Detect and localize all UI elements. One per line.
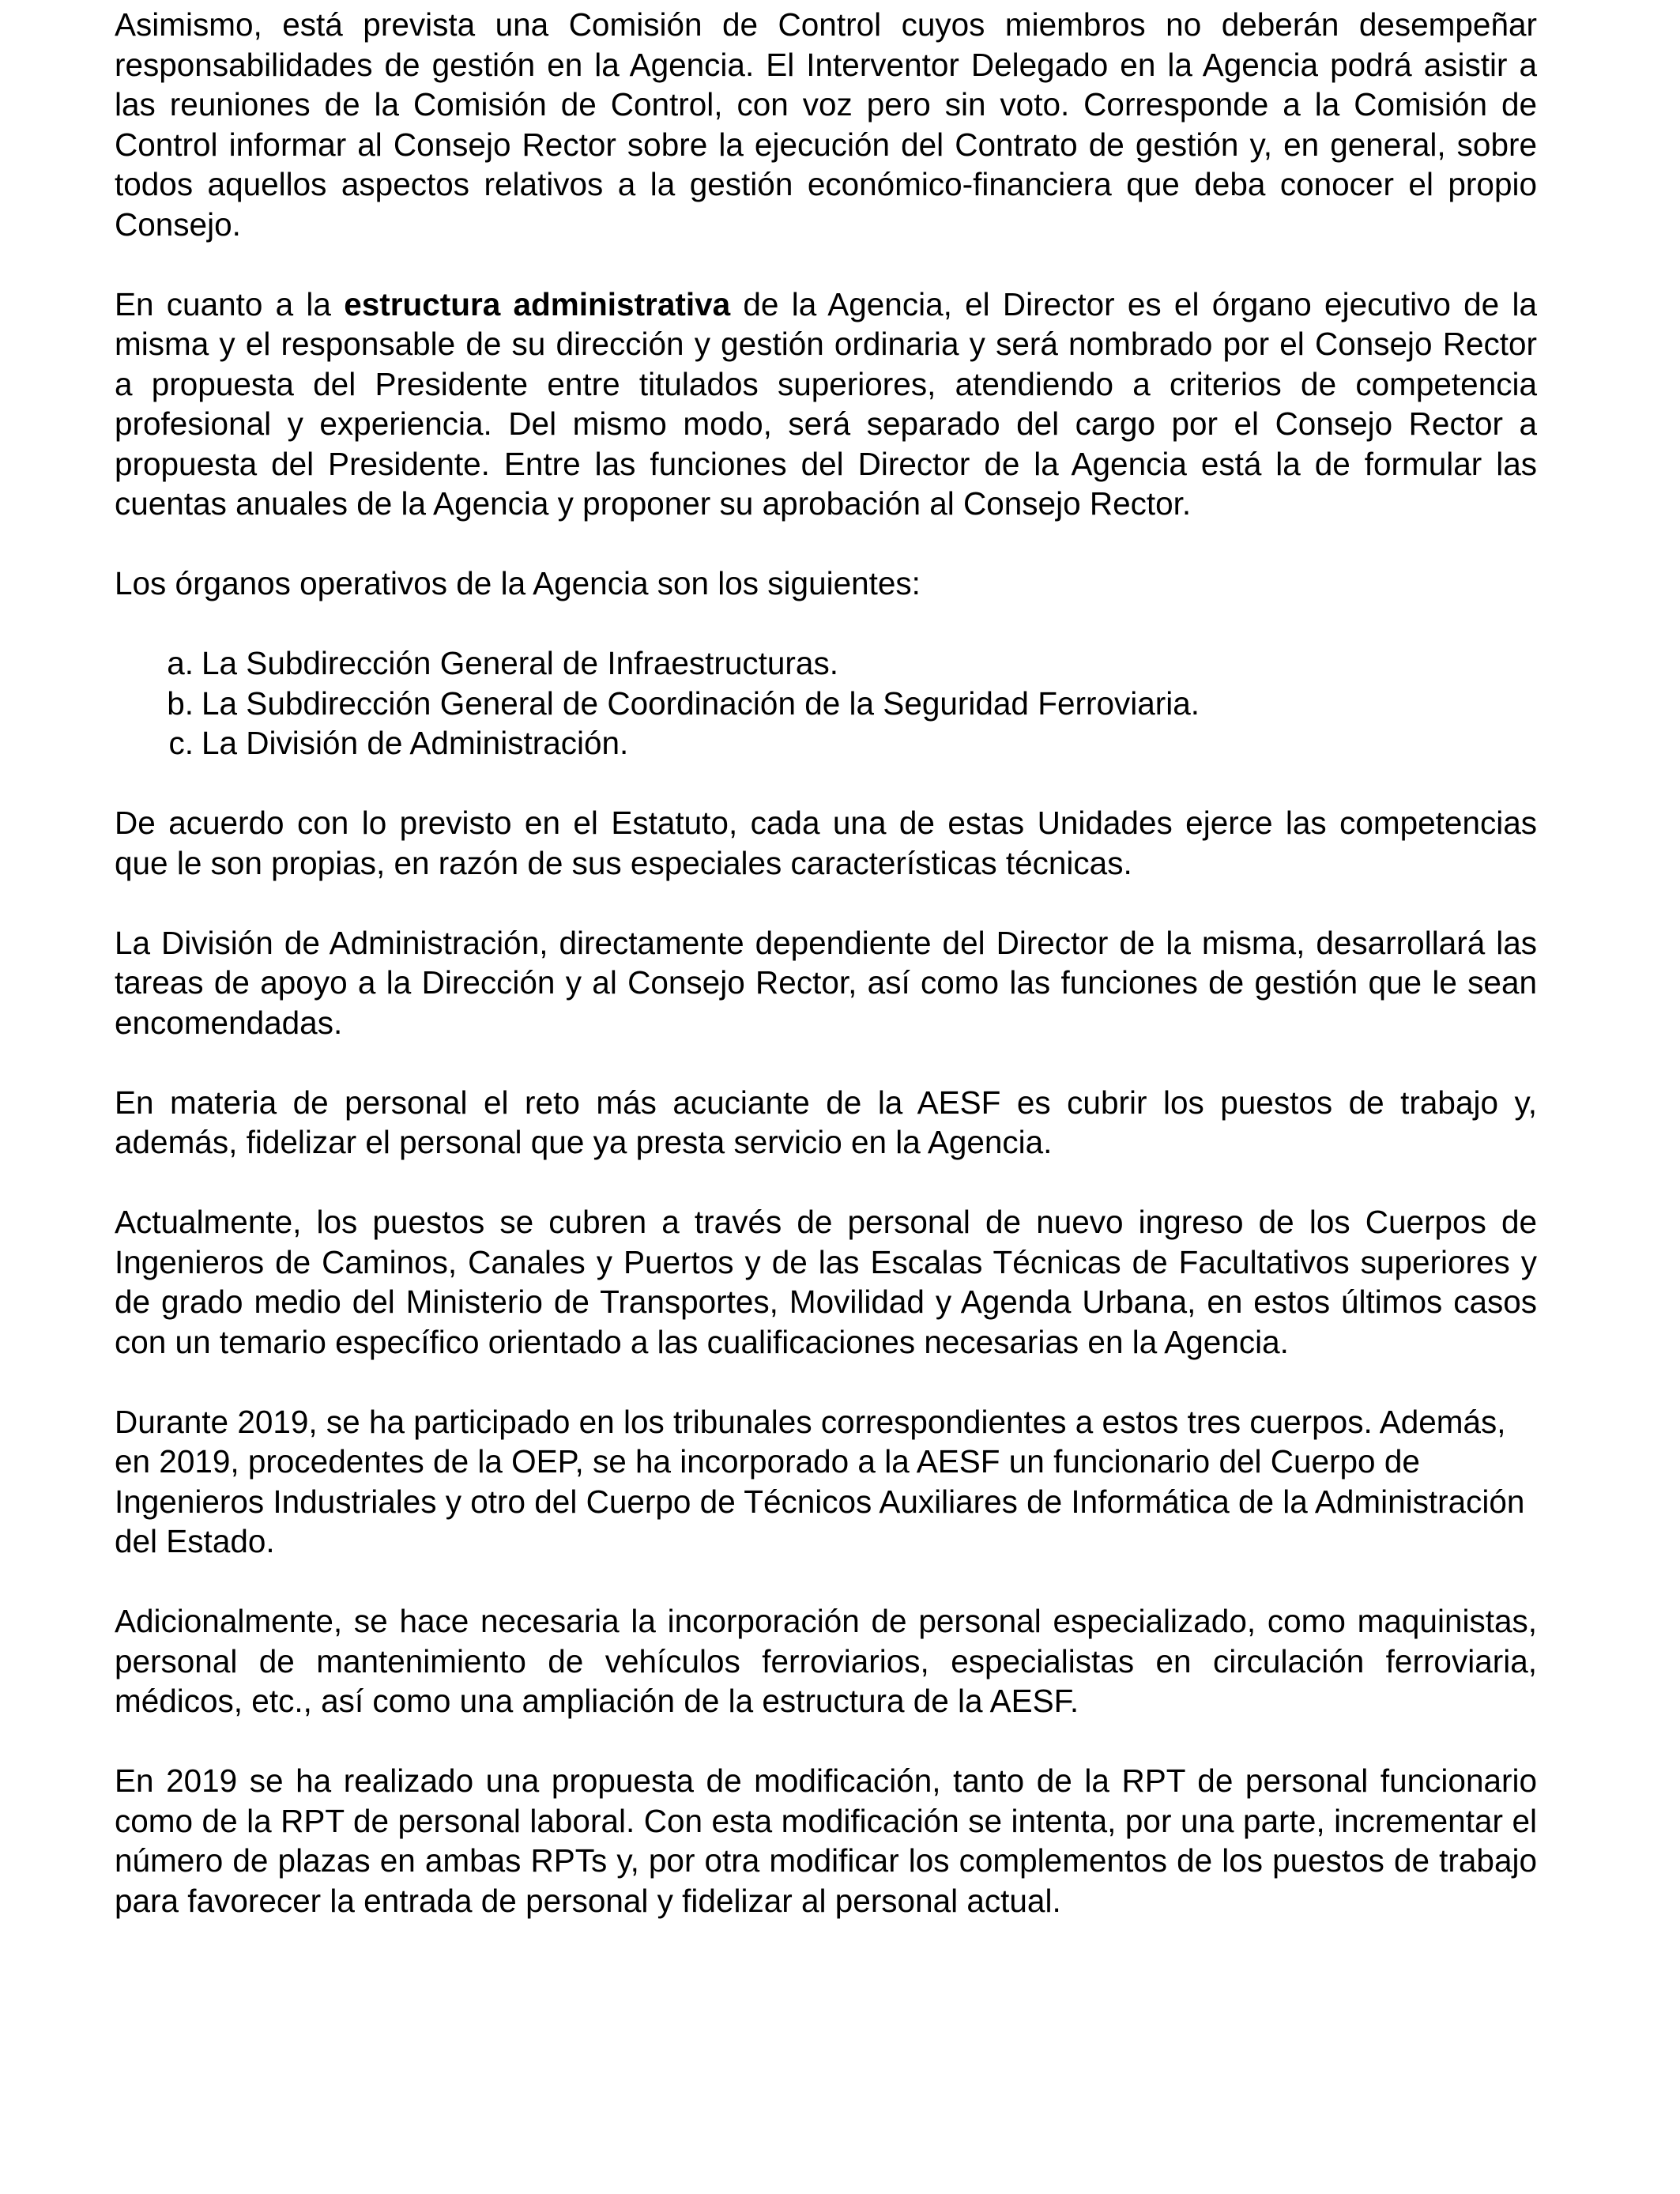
list-marker: b. — [167, 684, 194, 722]
paragraph-division-administracion: La División de Administración, directamente dependiente del Director de la misma, desarrollará las tareas de apoyo a la Dirección y al Consejo Rector, así como las funciones de gestión que le sean encomendadas. — [115, 924, 1537, 1041]
paragraph-estructura-administrativa — [115, 285, 1537, 524]
list-item — [115, 684, 1537, 724]
list-item — [115, 643, 1537, 684]
list-marker: a. — [167, 645, 194, 681]
list-item-text: La Subdirección General de Coordinación de la Seguridad Ferroviaria. — [202, 684, 1200, 722]
bold-term: estructura administrativa — [344, 285, 731, 322]
list-marker: c. — [168, 725, 194, 761]
paragraph-personal-especializado: Adicionalmente, se hace necesaria la incorporación de personal especializado, como maquinistas, personal de mantenimiento de vehículos ferroviarios, especialistas en circulación ferroviaria, médicos, etc., así como una ampliación de la estructura de la AESF. — [115, 1603, 1537, 1719]
list-item — [115, 723, 1537, 763]
paragraph-comision-control: Asimismo, está prevista una Comisión de Control cuyos miembros no deberán desempeñar responsabilidades de gestión en la Agencia. El Interventor Delegado en la Agencia podrá asistir a las reuniones de la Comisión de Control, con voz pero sin voto. Corresponde a la Comisión de Control informar al Consejo Rector sobre la ejecución del Contrato de gestión y, en general, sobre todos aquellos aspectos relativos a la gestión económico-financiera que deba conocer el propio Consejo. — [115, 6, 1537, 243]
list-item-text: La Subdirección General de Infraestructuras. — [202, 645, 838, 681]
paragraph-estatuto: De acuerdo con lo previsto en el Estatuto, cada una de estas Unidades ejerce las competencias que le son propias, en razón de sus especiales características técnicas. — [115, 805, 1537, 881]
organos-list — [115, 643, 1537, 763]
document-page — [115, 5, 1537, 1961]
paragraph-organos-operativos: Los órganos operativos de la Agencia son los siguientes: — [115, 565, 921, 601]
paragraph-text: En cuanto a la — [115, 285, 345, 322]
paragraph-rpt-modificacion: En 2019 se ha realizado una propuesta de modificación, tanto de la RPT de personal funcionario como de la RPT de personal laboral. Con esta modificación se intenta, por una parte, incrementar el número de plazas en ambas RPTs y, por otra modificar los complementos de los puestos de trabajo para favorecer la entrada de personal y fidelizar al personal actual. — [115, 1762, 1537, 1919]
paragraph-2019-tribunales: Durante 2019, se ha participado en los tribunales correspondientes a estos tres cuerpos. Además, en 2019, procedentes de la OEP, se ha incorporado a la AESF un funcionario del Cuerpo de Ingenieros Industriales y otro del Cuerpo de Técnicos Auxiliares de Informática de la Administración del Estado. — [115, 1403, 1525, 1559]
paragraph-puestos: Actualmente, los puestos se cubren a través de personal de nuevo ingreso de los Cuerpos de Ingenieros de Caminos, Canales y Puertos y de las Escalas Técnicas de Facultativos superiores y de grado medio del Ministerio de Transportes, Movilidad y Agenda Urbana, en estos últimos casos con un temario específico orientado a las cualificaciones necesarias en la Agencia. — [115, 1204, 1537, 1360]
paragraph-text: de la Agencia, el Director es el órgano ejecutivo de la misma y el responsable de su dirección y gestión ordinaria y será nombrado por el Consejo Rector a propuesta del Presidente entre titulados superiores, atendiendo a criterios de competencia profesional y experiencia. Del mismo modo, será separado del cargo por el Consejo Rector a propuesta del Presidente. Entre las funciones del Director de la Agencia está la de formular las cuentas anuales de la Agencia y proponer su aprobación al Consejo Rector. — [115, 285, 1537, 522]
paragraph-personal: En materia de personal el reto más acuciante de la AESF es cubrir los puestos de trabajo y, además, fidelizar el personal que ya presta servicio en la Agencia. — [115, 1084, 1537, 1160]
list-item-text: La División de Administración. — [202, 725, 629, 761]
